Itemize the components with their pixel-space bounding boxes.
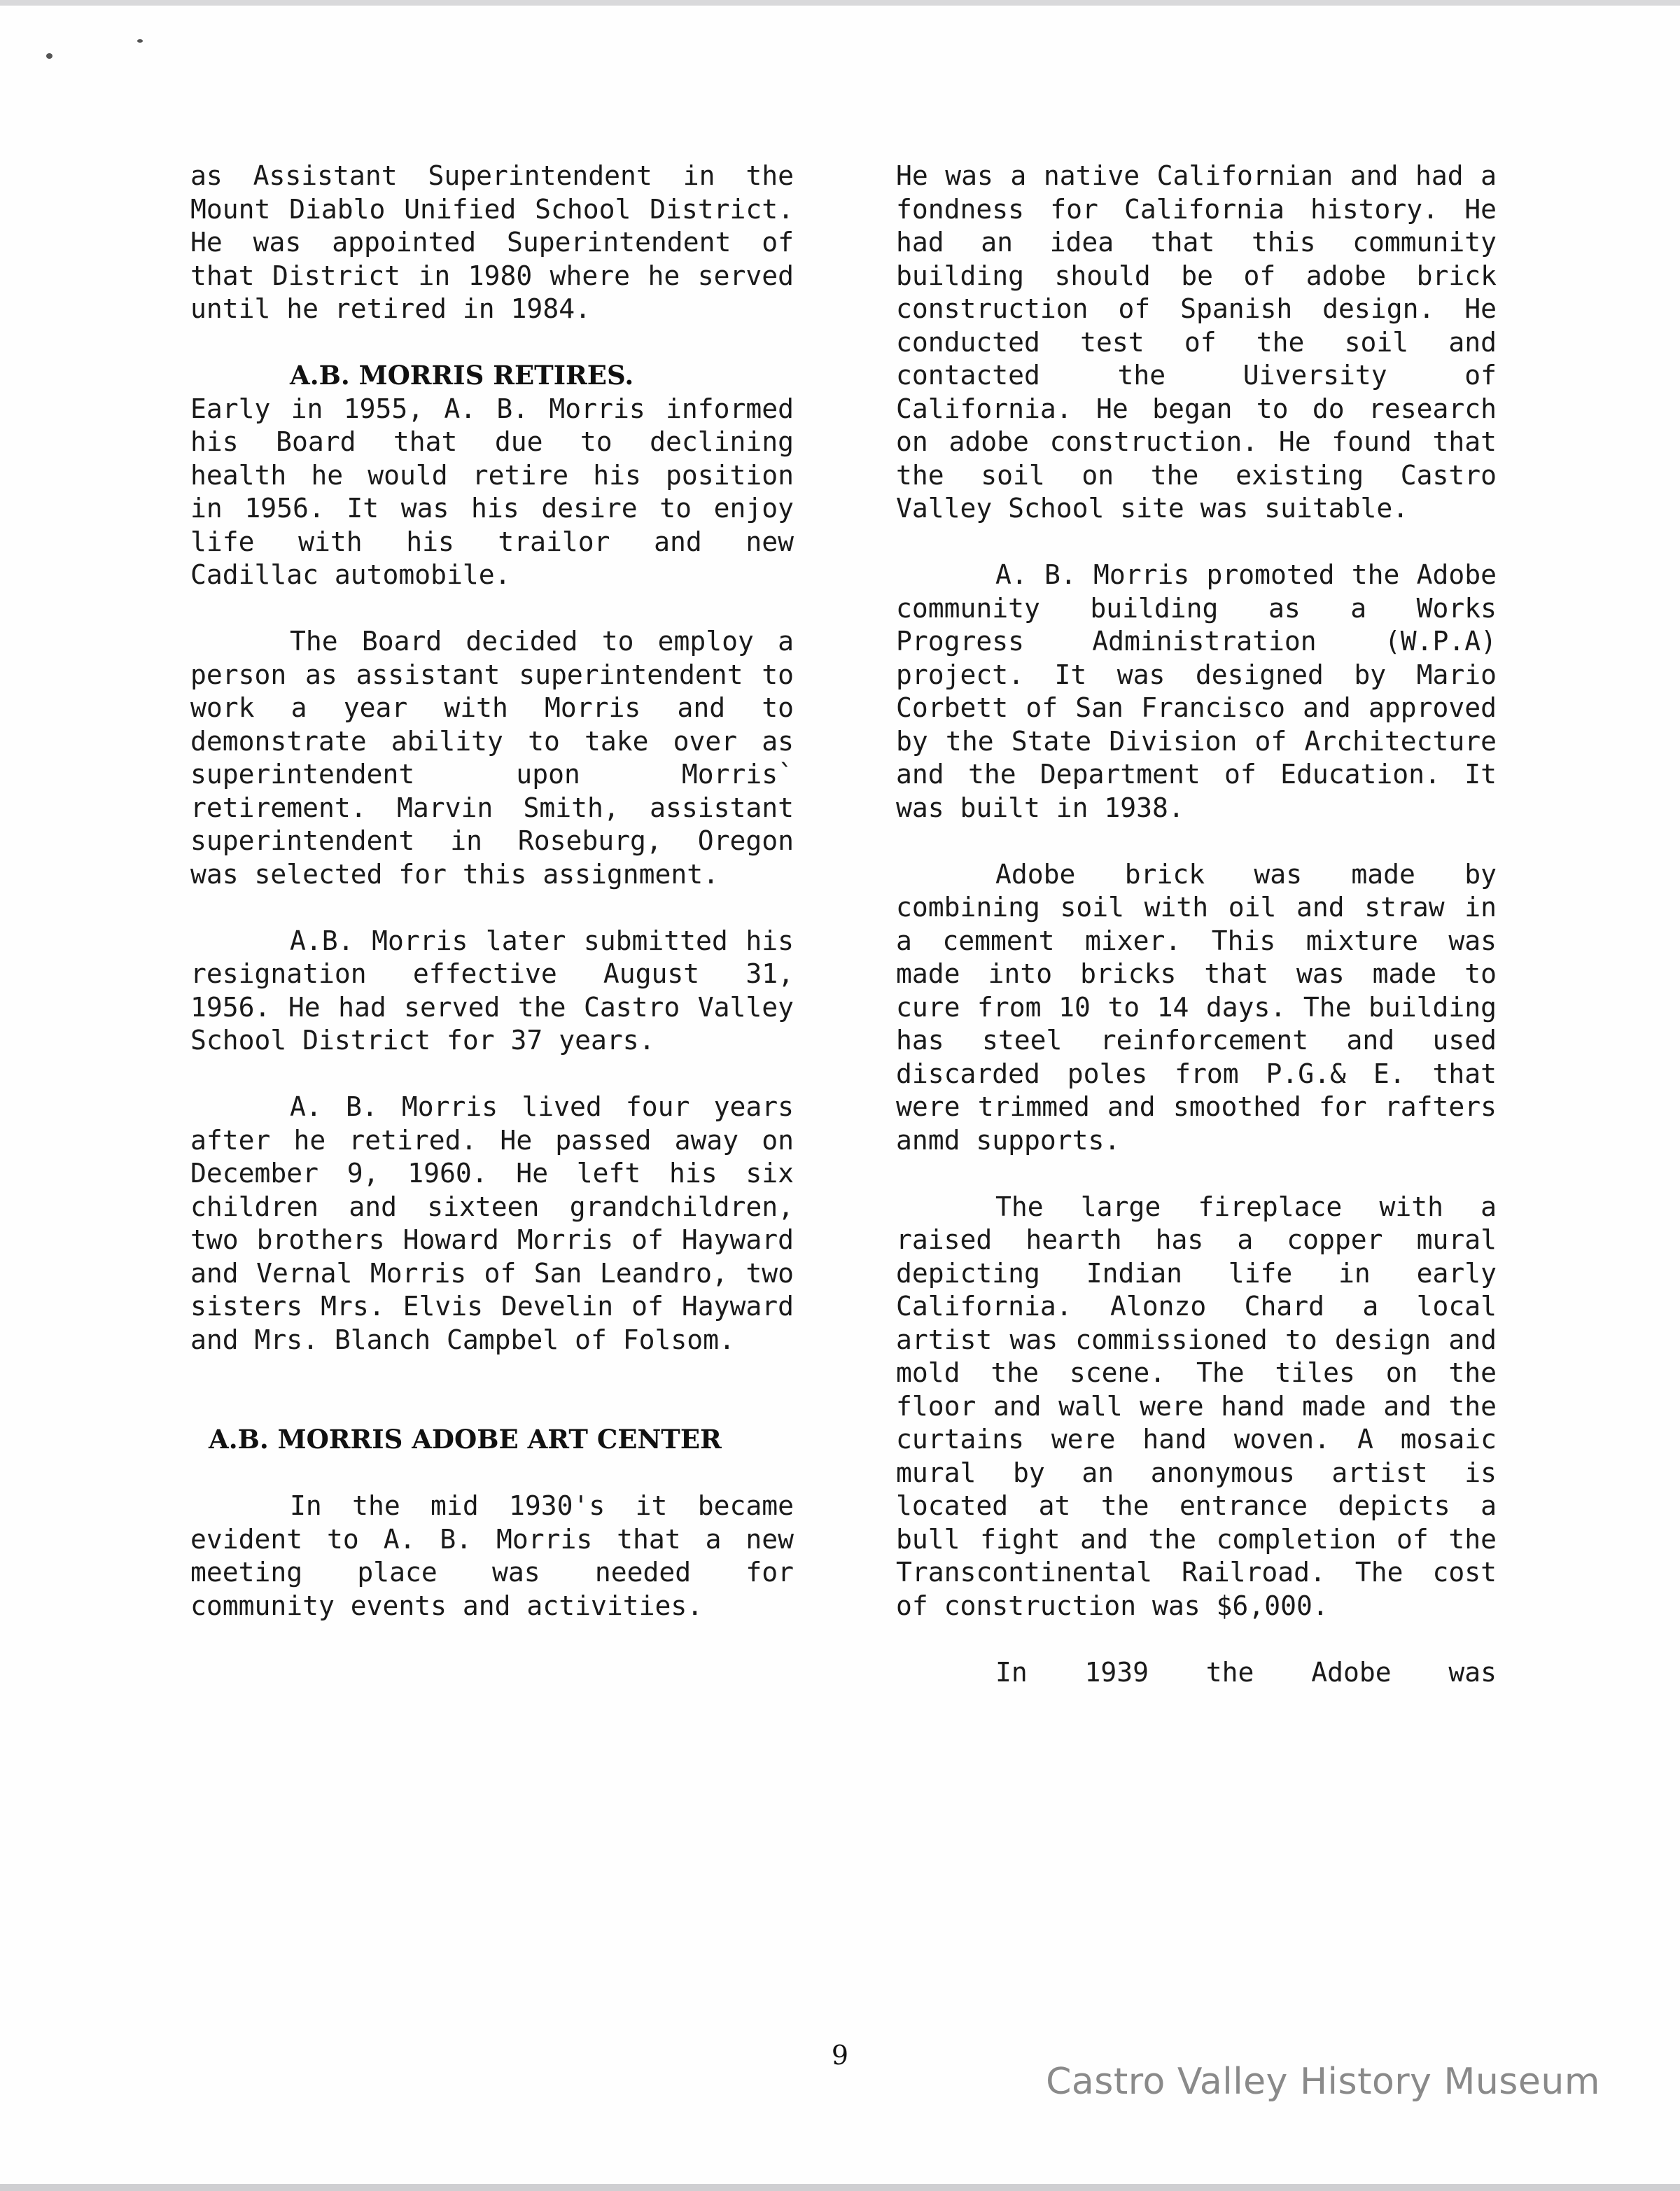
page-number: 9 [831, 2040, 849, 2071]
paragraph: In the mid 1930's it became evident to A. B. Morris that a new meeting place was needed for community events and activities. [190, 1490, 794, 1621]
paragraph: The Board decided to employ a person as assistant superintendent to work a year with Morris and to demonstrate ability to take over as superintendent upon Morris` retirement. Marvin Smith, assistant superintendent in Roseburg, Oregon was selected for this assignment. [190, 626, 794, 890]
dust-speck [46, 53, 52, 59]
dust-speck [137, 39, 143, 43]
right-column [896, 160, 1497, 1723]
paragraph: Adobe brick was made by combining soil with oil and straw in a cemment mixer. This mixture was made into bricks that was made to cure from 10 to 14 days. The building has steel reinforcement and used discarded poles from P.G.& E. that were trimmed and smoothed for rafters anmd supports. [896, 858, 1497, 1156]
paragraph: He was a native Californian and had a fondness for California history. He had an idea that this community building should be of adobe brick construction of Spanish design. He conducted test of the soil and contacted the Uiversity of California. He began to do research on adobe construction. He found that the soil on the existing Castro Valley School site was suitable. [896, 160, 1497, 524]
paragraph: A. B. Morris lived four years after he retired. He passed away on December 9, 1960. He left his six children and sixteen grandchildren, two brothers Howard Morris of Hayward and Vernal Morris of San Leandro, two sisters Mrs. Elvis Develin of Hayward and Mrs. Blanch Campbel of Folsom. [190, 1091, 794, 1355]
left-column [190, 160, 794, 1656]
scan-bottom-edge [0, 2184, 1680, 2191]
paragraph: Early in 1955, A. B. Morris informed his Board that due to declining health he would retire his position in 1956. It was his desire to enjoy life with his trailor and new Cadillac automobile. [190, 393, 794, 590]
paragraph-continuation: as Assistant Superintendent in the Mount Diablo Unified School District. He was appointed Superintendent of that District in 1980 where he served until he retired in 1984. [190, 160, 794, 324]
scan-top-edge [0, 0, 1680, 6]
museum-watermark: Castro Valley History Museum [1046, 2061, 1600, 2103]
paragraph: A. B. Morris promoted the Adobe community building as a Works Progress Administration (W.P.A) project. It was designed by Mario Corbett of San Francisco and approved by the State Division of Architecture and the Department of Education. It was built in 1938. [896, 559, 1497, 823]
paragraph: The large fireplace with a raised hearth has a copper mural depicting Indian life in early California. Alonzo Chard a local artist was commissioned to design and mold the scene. The tiles on the floor and wall were hand made and the curtains were hand woven. A mosaic mural by an anonymous artist is located at the entrance depicts a bull fight and the completion of the Transcontinental Railroad. The cost of construction was $6,000. [896, 1191, 1497, 1621]
paragraph: A.B. Morris later submitted his resignation effective August 31, 1956. He had served the Castro Valley School District for 37 years. [190, 925, 794, 1056]
section-heading-morris-retires: A.B. MORRIS RETIRES. [290, 360, 634, 391]
paragraph-continues: In 1939 the Adobe was [995, 1656, 1497, 1688]
section-heading-adobe-art-center: A.B. MORRIS ADOBE ART CENTER [209, 1424, 722, 1455]
